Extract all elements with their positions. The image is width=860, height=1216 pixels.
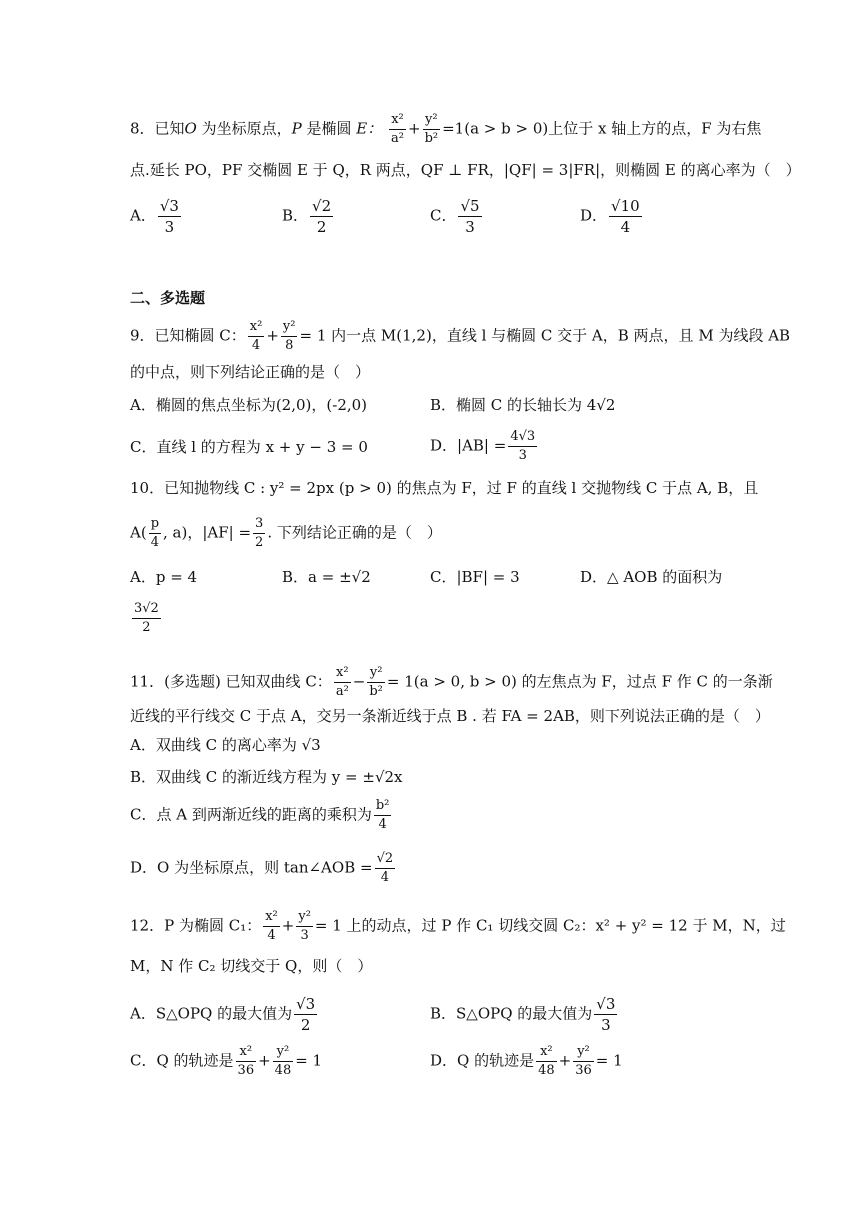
q10-line2: A( $\frac{p}{4}$ , a)，|AF| = $\frac{3}{2}$ . 下列结论正确的是（ ） xyxy=(130,516,442,550)
q9-option-a[interactable]: A．椭圆的焦点坐标为(2,0)，(-2,0) xyxy=(130,396,368,414)
q8-line1: 8．已知O 为坐标原点，P 是椭圆 E： $\frac{\text{x²}}{\text{a²}}$ + $\frac{\text{y²}}{\text{b²}}$ =1(a > b > 0)上位于 x 轴上方的点，F 为右焦 xyxy=(130,112,762,146)
q11-line2: 近线的平行线交 C 于点 A，交另一条渐近线于点 B . 若 FA = 2AB，则下列说法正确的是（ ） xyxy=(130,707,770,725)
q8-option-d[interactable]: D． $\frac{√10}{4}$ xyxy=(580,197,640,236)
q12-option-a[interactable]: A．S△OPQ 的最大值为 $\frac{√3}{2}$ xyxy=(130,995,316,1034)
q12-line2: M，N 作 C₂ 切线交于 Q，则（ ） xyxy=(130,957,373,975)
q10-line1: 10．已知抛物线 C : y² = 2px (p > 0) 的焦点为 F，过 F 的直线 l 交抛物线 C 于点 A, B，且 xyxy=(130,479,759,497)
q9-option-c[interactable]: C．直线 l 的方程为 x + y − 3 = 0 xyxy=(130,438,368,456)
q10-option-b[interactable]: B．a = ±√2 xyxy=(282,568,371,586)
q12-option-c[interactable]: C．Q 的轨迹是 $\frac{\text{x²}}{36}$ + $\frac{\text{y²}}{48}$ = 1 xyxy=(130,1044,323,1078)
section-heading: 二、多选题 xyxy=(130,289,206,307)
q8-option-a[interactable]: A． $\frac{√3}{3}$ xyxy=(130,197,179,236)
q11-line1: 11．(多选题) 已知双曲线 C： $\frac{\text{x²}}{\text{a²}}$ − $\frac{\text{y²}}{\text{b²}}$ = 1(a > 0, b > 0) 的左焦点为 F，过点 F 作 C 的一条渐 xyxy=(130,665,773,699)
q11-option-a[interactable]: A．双曲线 C 的离心率为 √3 xyxy=(130,736,321,754)
q8-option-c[interactable]: C． $\frac{√5}{3}$ xyxy=(430,197,480,236)
q11-option-b[interactable]: B．双曲线 C 的渐近线方程为 y = ±√2x xyxy=(130,768,403,786)
q12-line1: 12．P 为椭圆 C₁： $\frac{\text{x²}}{4}$ + $\frac{\text{y²}}{3}$ = 1 上的动点，过 P 作 C₁ 切线交圆 C₂：x² + y² = 12 于 M，N，过 xyxy=(130,909,786,943)
q9-line2: 的中点，则下列结论正确的是（ ） xyxy=(130,363,371,381)
q8-frac-x: $\frac{\text{x²}}{\text{a²}}$ xyxy=(391,112,404,146)
q8-line2: 点.延长 PO，PF 交椭圆 E 于 Q，R 两点，QF ⊥ FR，|QF| = 3|FR|，则椭圆 E 的离心率为（ ） xyxy=(130,161,801,179)
q10-option-d[interactable]: D．△ AOB 的面积为 xyxy=(580,568,723,586)
q9-option-b[interactable]: B．椭圆 C 的长轴长为 4√2 xyxy=(430,396,616,414)
q11-option-c[interactable]: C．点 A 到两渐近线的距离的乘积为 $\frac{\text{b²}}{4}$ xyxy=(130,798,390,832)
q12-option-d[interactable]: D．Q 的轨迹是 $\frac{\text{x²}}{48}$ + $\frac{\text{y²}}{36}$ = 1 xyxy=(430,1044,623,1078)
q10-option-c[interactable]: C．|BF| = 3 xyxy=(430,568,520,586)
q10-option-a[interactable]: A．p = 4 xyxy=(130,568,198,586)
q10-option-d-value: $\frac{3√2}{2}$ xyxy=(134,601,159,635)
q8-option-b[interactable]: B． $\frac{√2}{2}$ xyxy=(282,197,332,236)
q8-frac-y: $\frac{\text{y²}}{\text{b²}}$ xyxy=(424,112,439,146)
q11-option-d[interactable]: D．O 为坐标原点，则 tan∠AOB = $\frac{√2}{4}$ xyxy=(130,851,394,885)
q12-option-b[interactable]: B．S△OPQ 的最大值为 $\frac{√3}{3}$ xyxy=(430,995,616,1034)
q9-line1: 9．已知椭圆 C： $\frac{\text{x²}}{4}$ + $\frac{\text{y²}}{8}$ = 1 内一点 M(1,2)，直线 l 与椭圆 C 交于 A，B 两点，且 M 为线段 AB xyxy=(130,319,791,353)
q9-option-d[interactable]: D．|AB| = $\frac{4√3}{3}$ xyxy=(430,429,536,463)
